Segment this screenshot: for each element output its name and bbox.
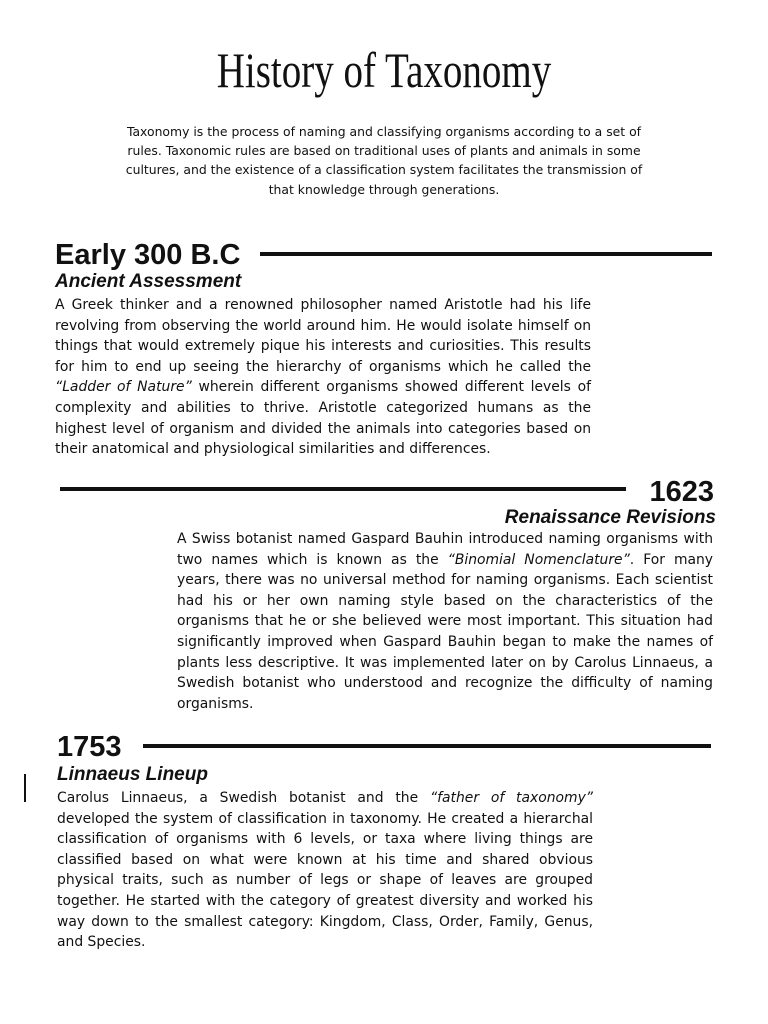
section-body-renaissance-revisions — [177, 529, 713, 714]
section-subtitle-renaissance-revisions: Renaissance Revisions — [504, 507, 716, 528]
page-title: History of Taxonomy — [216, 42, 552, 98]
body-emphasis: “father of taxonomy” — [429, 790, 593, 806]
section-year-1753: 1753 — [57, 731, 122, 763]
body-text: A Greek thinker and a renowned philosopher named Aristotle had his life revolving from observing the world around him. He would isolate himself on things that would extremely pique his interests and curiosities. This results for him to end up seeing the hierarchy of organisms which he called the — [55, 297, 591, 375]
body-emphasis: “Binomial Nomenclature” — [447, 551, 630, 568]
section-year-1623: 1623 — [649, 476, 714, 508]
section-subtitle-ancient-assessment: Ancient Assessment — [55, 271, 242, 292]
section-body-linnaeus-lineup — [57, 788, 593, 953]
body-text: developed the system of classification in taxonomy. He created a hierarchal classification of organisms with 6 levels, or taxa where living things are classified based on what were known at his time and shared obvious physical traits, such as number of legs or shape of leaves are grouped together. He started with the category of greatest diversity and worked his way down to the smallest category: Kingdom, Class, Order, Family, Genus, and Species. — [57, 810, 593, 951]
body-text: . For many years, there was no universal method for naming organisms. Each scientist had his or her own naming style based on the characteristics of the organisms that he or she believed were most important. This situation had significantly improved when Gaspard Bauhin began to make the names of plants less descriptive. It was implemented later on by Carolus Linnaeus, a Swedish botanist who understood and recognize the difficulty of naming organisms. — [177, 551, 714, 712]
text-cursor — [24, 774, 26, 802]
section-subtitle-linnaeus-lineup: Linnaeus Lineup — [57, 764, 208, 785]
intro-paragraph: Taxonomy is the process of naming and classifying organisms according to a set of rules. Taxonomic rules are based on traditional uses of plants and animals in some cultures, and the existence of a classification system facilitates the transmission of that knowledge through generations. — [125, 124, 643, 197]
body-text: wherein different organisms showed different levels of complexity and abilities to thrive. Aristotle categorized humans as the highest level of organism and divided the animals into categories based on their anatomical and physiological similarities and differences. — [55, 379, 591, 458]
body-emphasis: “Ladder of Nature” — [55, 379, 192, 396]
body-text: A Swiss botanist named Gaspard Bauhin introduced naming organisms with two names which is known as the — [177, 531, 713, 568]
section-year-early-300-bc: Early 300 B.C — [55, 239, 241, 271]
section-divider-line — [60, 487, 626, 491]
section-divider-line — [260, 252, 712, 256]
body-text: Carolus Linnaeus, a Swedish botanist and the — [57, 790, 430, 806]
section-body-ancient-assessment — [55, 295, 591, 460]
section-divider-line — [143, 744, 711, 748]
